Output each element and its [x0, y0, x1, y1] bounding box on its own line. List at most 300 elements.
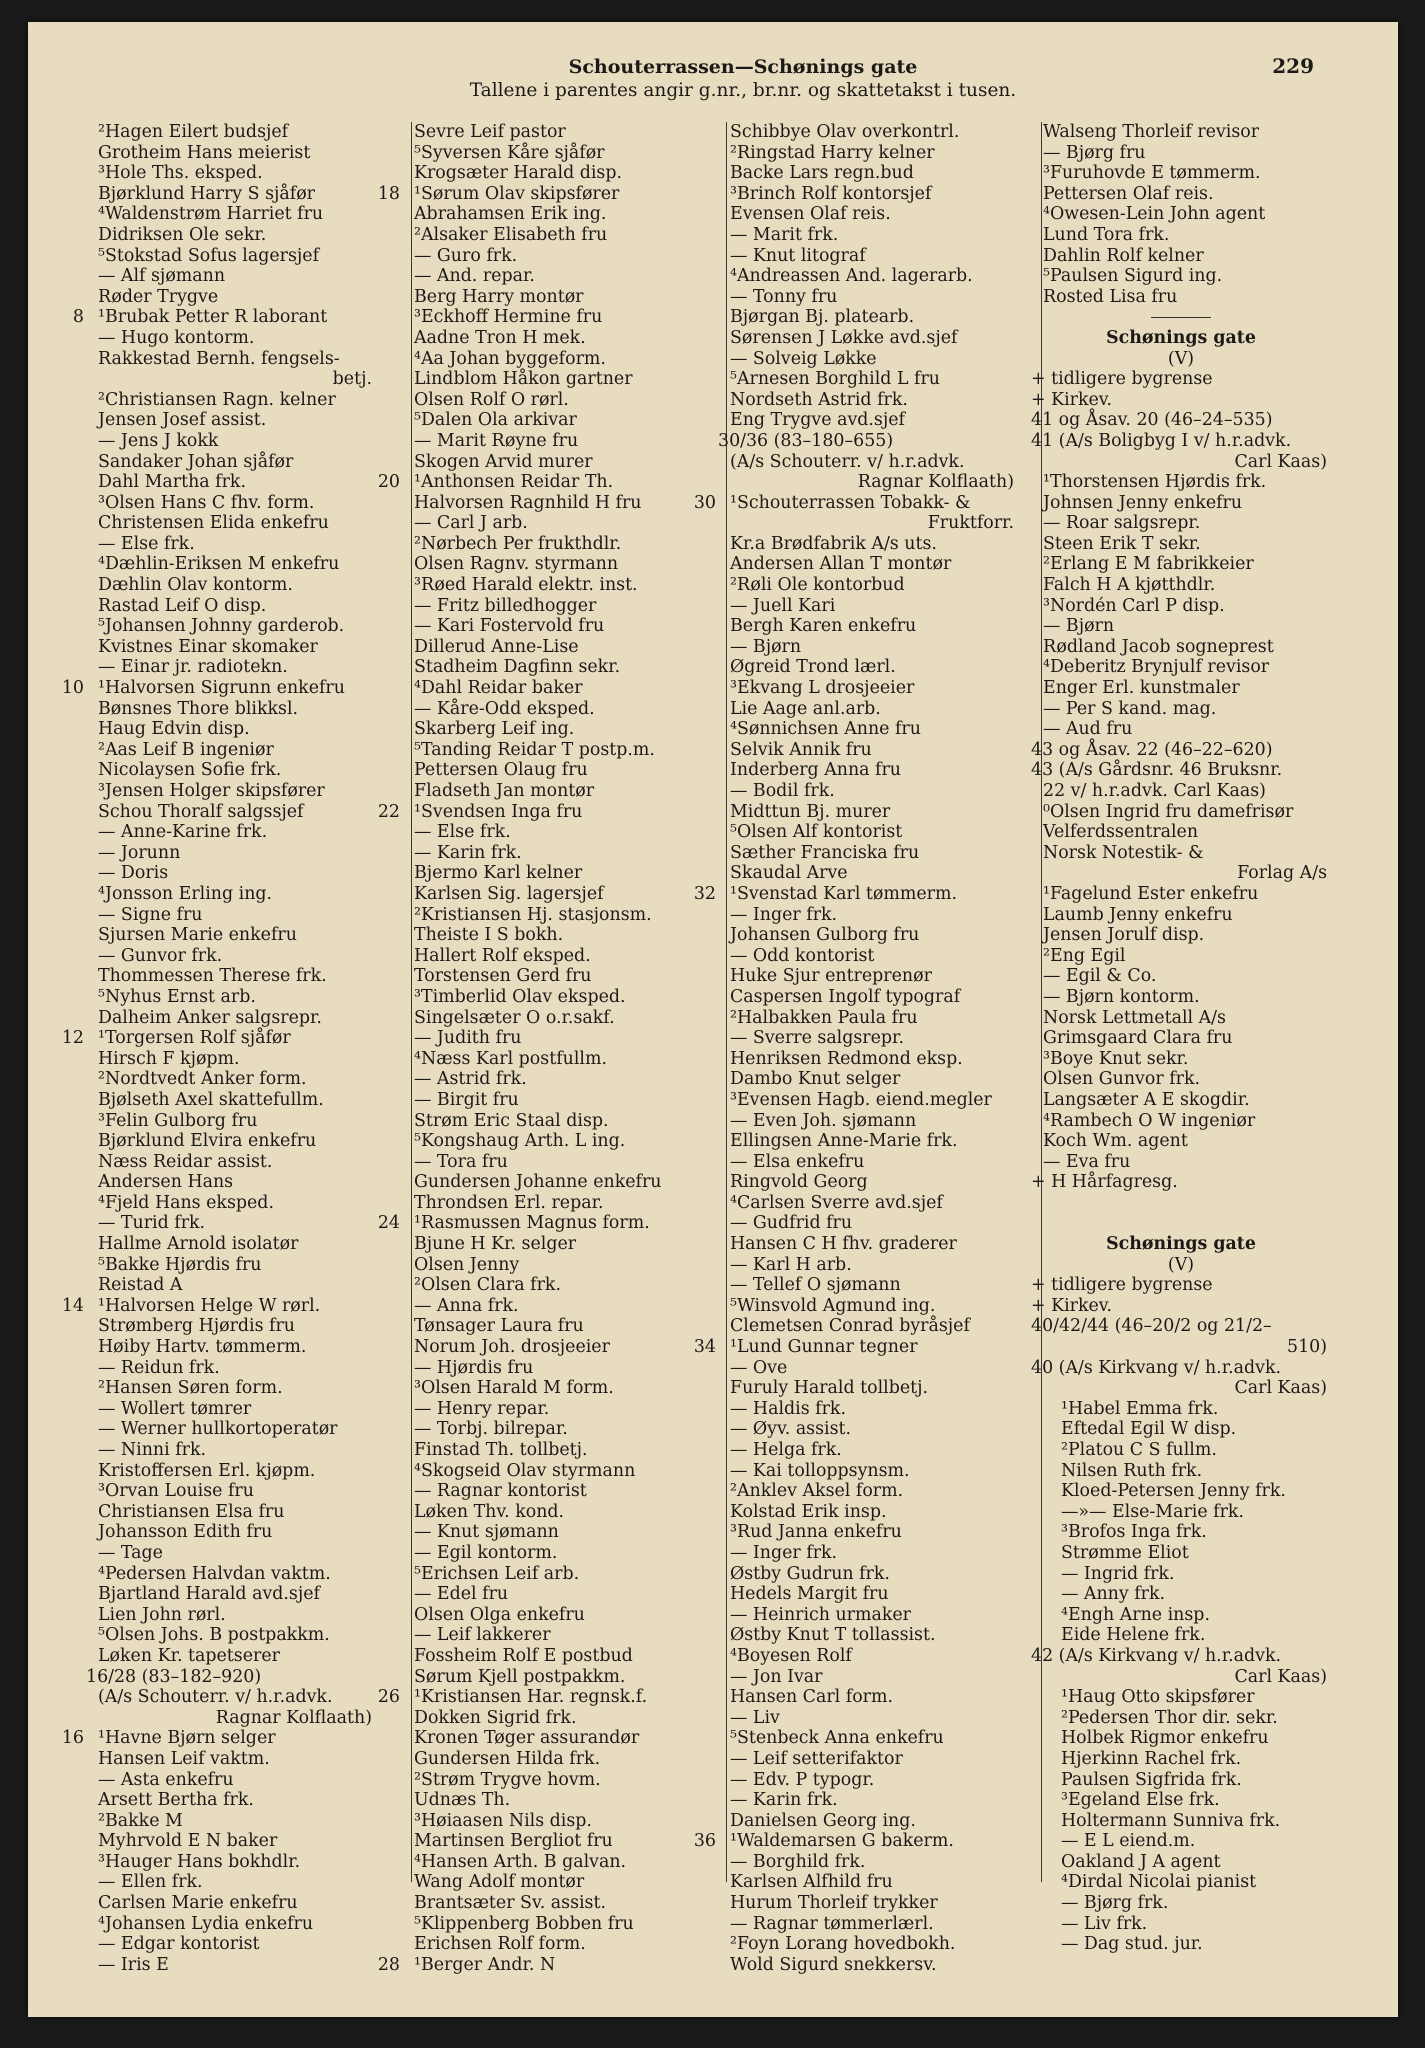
entry-text: ²Aas Leif B ingeniør — [98, 739, 274, 760]
directory-entry — [1031, 884, 1331, 905]
entry-text: — Alf sjømann — [98, 266, 226, 287]
directory-entry — [718, 781, 1018, 802]
entry-text: ²Foyn Lorang hovedbokh. — [730, 1934, 956, 1955]
entry-text: Sørum Kjell postpakkm. — [414, 1666, 626, 1687]
entry-text: — Ragnar kontorist — [414, 1481, 587, 1502]
directory-entry — [718, 1440, 1018, 1461]
entry-text: Øgreid Trond lærl. — [730, 657, 896, 678]
directory-entry — [1031, 657, 1331, 678]
entry-text: — Aud fru — [1043, 719, 1133, 740]
directory-entry — [1031, 1337, 1331, 1358]
directory-entry — [86, 1378, 376, 1399]
entry-text: — Leif lakkerer — [414, 1625, 551, 1646]
entry-text: ²Røli Ole kontorbud — [730, 575, 905, 596]
directory-entry — [402, 637, 704, 658]
directory-entry — [693, 1831, 1018, 1852]
directory-entry — [86, 1914, 376, 1935]
entry-text: ¹Torgersen Rolf sjåfør — [98, 1028, 291, 1049]
directory-entry — [1031, 1831, 1331, 1852]
directory-entry — [718, 1646, 1018, 1667]
directory-entry — [402, 493, 704, 514]
entry-text: ⁴Owesen-Lein John agent — [1043, 204, 1266, 225]
entry-text: — Helga frk. — [730, 1440, 842, 1460]
directory-entry — [1031, 575, 1331, 596]
directory-entry — [718, 1296, 1018, 1317]
directory-entry — [86, 1213, 376, 1234]
directory-entry — [1031, 1584, 1331, 1605]
entry-text: ¹Sørum Olav skipsfører — [414, 183, 620, 204]
entry-text: — Egil kontorm. — [414, 1542, 558, 1563]
entry-text: ³Brinch Rolf kontorsjef — [730, 183, 932, 204]
directory-entry — [1031, 1193, 1331, 1214]
directory-entry — [718, 1502, 1018, 1523]
entry-text: Ellingsen Anne-Marie frk. — [730, 1131, 958, 1152]
directory-entry — [1031, 225, 1331, 246]
entry-text — [1031, 1213, 1043, 1233]
entry-text: Hurum Thorleif trykker — [730, 1893, 938, 1914]
directory-entry — [718, 122, 1018, 143]
directory-entry — [1031, 349, 1331, 370]
directory-entry — [1031, 1481, 1331, 1502]
entry-text: Schibbye Olav overkontrl. — [730, 122, 960, 142]
directory-entry — [61, 1028, 376, 1049]
entry-text: ¹Svenstad Karl tømmerm. — [730, 883, 957, 904]
directory-entry — [1031, 1378, 1331, 1399]
directory-entry — [1031, 1687, 1331, 1708]
directory-entry — [718, 1625, 1018, 1646]
entry-text: Nicolaysen Sofie frk. — [98, 760, 282, 781]
entry-text: (A/s Schouterr. v/ h.r.advk. — [98, 1687, 333, 1708]
entry-text: + tidligere bygrense — [1031, 1275, 1213, 1296]
directory-page — [28, 22, 1398, 2017]
directory-entry — [1031, 410, 1331, 431]
directory-entry — [86, 1090, 376, 1111]
entry-text: — Juell Kari — [730, 595, 836, 616]
directory-entry — [402, 1667, 704, 1688]
directory-entry — [402, 1893, 704, 1914]
entry-text: ⁵Johansen Johnny garderob. — [98, 616, 345, 637]
directory-entry — [86, 1811, 376, 1832]
directory-entry — [86, 1049, 376, 1070]
entry-text: Kvistnes Einar skomaker — [98, 636, 318, 657]
directory-entry — [402, 1522, 704, 1543]
directory-entry — [1031, 1461, 1331, 1482]
entry-text: Hansen C H fhv. graderer — [730, 1234, 957, 1255]
directory-entry — [718, 1152, 1018, 1173]
directory-entry — [86, 1172, 376, 1193]
entry-text: — Fritz billedhogger — [414, 595, 597, 616]
entry-text: (V) — [1167, 1254, 1195, 1275]
entry-text: Olsen Ragnv. styrmann — [414, 554, 619, 575]
entry-text: Dalheim Anker salgsrepr. — [98, 1007, 322, 1028]
directory-entry — [718, 740, 1018, 761]
entry-text: ³Eckhoff Hermine fru — [414, 307, 603, 328]
entry-text: + Kirkev. — [1031, 1295, 1113, 1316]
entry-text: Løken Thv. kond. — [414, 1501, 565, 1522]
entry-text: ¹Svendsen Inga fru — [414, 801, 583, 822]
directory-entry — [402, 657, 704, 678]
entry-text: — Anna frk. — [414, 1295, 519, 1316]
entry-text: Dæhlin Olav kontorm. — [98, 575, 293, 596]
entry-text: Falch H A kjøtthdlr. — [1043, 575, 1216, 596]
directory-entry — [72, 307, 376, 328]
directory-entry — [718, 1852, 1018, 1873]
entry-text: Ragnar Kolflaath) — [215, 1707, 372, 1728]
directory-entry — [1031, 369, 1331, 390]
directory-entry — [1031, 596, 1331, 617]
entry-text: ²Alsaker Elisabeth fru — [414, 224, 608, 245]
entry-text: ⁴Rambech O W ingeniør — [1043, 1110, 1256, 1131]
entry-text: — Solveig Løkke — [730, 348, 877, 369]
directory-entry — [1031, 287, 1331, 308]
directory-entry — [718, 1708, 1018, 1729]
directory-entry — [718, 1955, 1018, 1976]
entry-text: ²Olsen Clara frk. — [414, 1275, 561, 1296]
entry-text: Midttun Bj. murer — [730, 801, 891, 822]
directory-entry — [402, 1111, 704, 1132]
directory-entry — [718, 1584, 1018, 1605]
entry-text: Paulsen Sigfrida frk. — [1061, 1769, 1242, 1790]
entry-text: Kr.a Brødfabrik A/s uts. — [730, 533, 937, 554]
directory-entry — [718, 328, 1018, 349]
entry-text: ³Jensen Holger skipsfører — [98, 781, 325, 801]
entry-text: — Egil & Co. — [1043, 966, 1157, 987]
entry-text: Carl Kaas) — [1234, 1666, 1327, 1687]
entry-text: — Asta enkefru — [98, 1769, 234, 1790]
directory-entry — [1031, 760, 1331, 781]
directory-entry — [718, 966, 1018, 987]
directory-entry — [1031, 1934, 1331, 1955]
entry-text: Haug Edvin disp. — [98, 719, 250, 740]
entry-text: — Astrid frk. — [414, 1069, 527, 1090]
directory-entry — [1031, 1790, 1331, 1811]
house-number: 8 — [72, 307, 84, 328]
house-number: 12 — [61, 1028, 84, 1049]
directory-entry — [402, 1255, 704, 1276]
directory-entry — [86, 802, 376, 823]
entry-text: Bjune H Kr. selger — [414, 1234, 577, 1255]
directory-entry — [718, 1811, 1018, 1832]
entry-text: Olsen Rolf O rørl. — [414, 389, 569, 410]
directory-entry — [86, 740, 376, 761]
entry-text: — Ellen frk. — [98, 1872, 203, 1893]
entry-text: — Carl J arb. — [414, 513, 528, 534]
directory-entry — [402, 946, 704, 967]
directory-entry — [402, 1625, 704, 1646]
street-heading — [1031, 1234, 1331, 1255]
entry-text: Hansen Carl form. — [730, 1687, 893, 1708]
entry-text: — Henry repar. — [414, 1398, 550, 1419]
entry-text: Sæther Franciska fru — [730, 842, 920, 863]
entry-text: ⁵Stokstad Sofus lagersjef — [98, 245, 320, 266]
entry-text: Norsk Lettmetall A/s — [1043, 1007, 1226, 1028]
entry-text: ⁴Dæhlin-Eriksen M enkefru — [98, 554, 340, 575]
directory-entry — [1031, 781, 1331, 802]
directory-entry — [1031, 843, 1331, 864]
entry-text: Schou Thoralf salgssjef — [98, 801, 304, 822]
directory-entry — [718, 637, 1018, 658]
entry-text: Carl Kaas) — [1234, 1378, 1327, 1399]
directory-entry — [1031, 699, 1331, 720]
directory-entry — [1031, 1008, 1331, 1029]
directory-entry — [402, 596, 704, 617]
entry-text: Nordseth Astrid frk. — [730, 389, 908, 410]
entry-text: Danielsen Georg ing. — [730, 1810, 916, 1831]
entry-text: — Heinrich urmaker — [730, 1604, 911, 1625]
directory-entry — [86, 1831, 376, 1852]
house-number: 30 — [693, 492, 716, 513]
directory-entry — [402, 225, 704, 246]
entry-text: ¹Brubak Petter R laborant — [98, 307, 328, 328]
entry-text: — Borghild frk. — [730, 1851, 866, 1872]
directory-entry — [1031, 1502, 1331, 1523]
directory-entry — [86, 946, 376, 967]
directory-entry — [718, 513, 1018, 534]
directory-entry — [86, 1008, 376, 1029]
directory-entry — [1031, 1172, 1331, 1193]
directory-entry — [718, 1358, 1018, 1379]
entry-text: Skogen Arvid murer — [414, 451, 593, 472]
directory-entry — [718, 1275, 1018, 1296]
directory-entry — [718, 843, 1018, 864]
entry-text: — Even Joh. sjømann — [730, 1110, 917, 1131]
directory-entry — [86, 122, 376, 143]
house-number: 18 — [377, 183, 400, 204]
directory-entry — [1031, 184, 1331, 205]
directory-entry — [718, 143, 1018, 164]
directory-entry — [718, 1069, 1018, 1090]
entry-text: — Karin frk. — [730, 1790, 838, 1811]
entry-text: ¹Rasmussen Magnus form. — [414, 1213, 650, 1234]
directory-entry — [86, 472, 376, 493]
directory-entry — [1031, 719, 1331, 740]
entry-text: Carlsen Marie enkefru — [98, 1893, 298, 1914]
entry-text: Skaudal Arve — [730, 863, 848, 884]
entry-text: Sandaker Johan sjåfør — [98, 451, 294, 472]
directory-entry — [377, 801, 704, 823]
entry-text: Stadheim Dagfinn sekr. — [414, 657, 621, 678]
entry-text: Sevre Leif pastor — [414, 122, 566, 142]
entry-text: — Liv frk. — [1061, 1913, 1148, 1934]
entry-text: Bjølseth Axel skattefullm. — [98, 1089, 324, 1110]
entry-text: Olsen Gunvor frk. — [1043, 1069, 1201, 1090]
entry-text: ¹Halvorsen Sigrunn enkefru — [98, 678, 345, 699]
entry-text: Berg Harry montør — [414, 286, 584, 307]
entry-text: Hedels Margit fru — [730, 1584, 889, 1605]
directory-entry — [718, 390, 1018, 411]
directory-entry — [402, 678, 704, 699]
directory-entry — [718, 987, 1018, 1008]
entry-text: 42 (A/s Kirkvang v/ h.r.advk. — [1031, 1645, 1282, 1666]
directory-entry — [86, 575, 376, 596]
entry-text: ³Rud Janna enkefru — [730, 1522, 902, 1543]
entry-text: ²Ringstad Harry kelner — [730, 142, 935, 163]
house-number: 10 — [61, 678, 84, 699]
directory-entry — [402, 452, 704, 473]
directory-entry — [1031, 1811, 1331, 1832]
directory-entry — [402, 1605, 704, 1626]
entry-text: Andersen Hans — [98, 1172, 234, 1193]
directory-entry — [402, 1028, 704, 1049]
entry-text: — Bjørn — [730, 636, 802, 657]
entry-text: Furuly Harald tollbetj. — [730, 1378, 929, 1399]
directory-entry — [86, 163, 376, 184]
directory-entry — [1031, 554, 1331, 575]
entry-text: ⁴Engh Arne insp. — [1061, 1604, 1210, 1625]
directory-entry — [718, 802, 1018, 823]
entry-text: — Doris — [98, 863, 169, 884]
directory-entry — [402, 1049, 704, 1070]
directory-entry — [718, 1790, 1018, 1811]
entry-text: Sjursen Marie enkefru — [98, 925, 297, 946]
directory-entry — [1031, 1255, 1331, 1276]
entry-text: —»— Else-Marie frk. — [1061, 1501, 1244, 1522]
directory-entry — [718, 1522, 1018, 1543]
directory-entry — [402, 1399, 704, 1420]
directory-entry — [402, 1543, 704, 1564]
entry-text: Didriksen Ole sekr. — [98, 224, 267, 245]
directory-entry — [402, 966, 704, 987]
directory-entry — [402, 1296, 704, 1317]
page-header — [28, 56, 1398, 101]
entry-text: — Turid frk. — [98, 1213, 206, 1234]
entry-text: Backe Lars regn.bud — [730, 163, 914, 184]
directory-entry — [86, 410, 376, 431]
directory-entry — [718, 1316, 1018, 1337]
entry-text: Koch Wm. agent — [1043, 1131, 1188, 1152]
directory-entry — [402, 1316, 704, 1337]
directory-entry — [86, 369, 376, 390]
entry-text: — Tora fru — [414, 1151, 508, 1172]
directory-entry — [402, 1914, 704, 1935]
entry-text: Bjørklund Harry S sjåfør — [98, 183, 315, 204]
directory-entry — [402, 781, 704, 802]
directory-entry — [402, 1934, 704, 1955]
entry-text: Strømme Eliot — [1061, 1542, 1189, 1563]
entry-text: ⁴Fjeld Hans eksped. — [98, 1192, 274, 1213]
entry-text: — Kåre-Odd eksped. — [414, 698, 595, 719]
entry-text: Hirsch F kjøpm. — [98, 1048, 240, 1069]
directory-entry — [1031, 1316, 1331, 1337]
entry-text: Rødland Jacob sogneprest — [1043, 636, 1274, 657]
entry-text: ⁵Paulsen Sigurd ing. — [1043, 266, 1223, 287]
entry-text: + Kirkev. — [1031, 389, 1113, 410]
directory-entry — [1031, 1564, 1331, 1585]
directory-entry — [377, 1954, 704, 1976]
entry-text: ¹Habel Emma frk. — [1061, 1398, 1219, 1419]
directory-entry — [402, 1358, 704, 1379]
entry-text: ¹Waldemarsen G bakerm. — [730, 1831, 954, 1852]
entry-text: 41 og Åsav. 20 (46–24–535) — [1031, 410, 1273, 431]
entry-text: ⁰Olsen Ingrid fru damefrisør — [1043, 801, 1294, 822]
directory-entry — [718, 246, 1018, 267]
directory-entry — [402, 1193, 704, 1214]
entry-text: Wang Adolf montør — [414, 1872, 585, 1893]
directory-entry — [1031, 925, 1331, 946]
entry-text: — Marit frk. — [730, 224, 839, 245]
entry-text: 22 v/ h.r.advk. Carl Kaas) — [1043, 781, 1266, 801]
entry-text: ⁵Dalen Ola arkivar — [414, 410, 577, 431]
entry-text: Evensen Olaf reis. — [730, 204, 891, 225]
directory-entry — [86, 1749, 376, 1770]
directory-entry — [402, 1770, 704, 1791]
entry-text: ²Hagen Eilert budsjef — [98, 122, 289, 142]
entry-text: Eide Helene frk. — [1061, 1625, 1206, 1646]
directory-entry — [402, 328, 704, 349]
entry-text: 16/28 (83–182–920) — [86, 1666, 262, 1687]
entry-text: (V) — [1167, 348, 1195, 369]
entry-text: ⁵Arnesen Borghild L fru — [730, 369, 940, 390]
directory-entry — [718, 307, 1018, 328]
entry-text: — Gunvor frk. — [98, 945, 223, 966]
entry-text: Norsk Notestik- & — [1043, 842, 1204, 863]
entry-text: ⁵Bakke Hjørdis fru — [98, 1254, 262, 1275]
directory-entry — [718, 1111, 1018, 1132]
directory-entry — [86, 987, 376, 1008]
directory-entry — [86, 616, 376, 637]
directory-entry — [1031, 534, 1331, 555]
directory-entry — [693, 1337, 1018, 1358]
entry-text: ³Olsen Hans C fhv. form. — [98, 492, 315, 513]
directory-entry — [86, 1131, 376, 1152]
entry-text: ⁵Tanding Reidar T postp.m. — [414, 739, 655, 760]
directory-entry — [402, 307, 704, 328]
house-number: 24 — [377, 1213, 400, 1234]
entry-text: Lie Aage anl.arb. — [730, 698, 881, 719]
entry-text: 40/42/44 (46–20/2 og 21/2– — [1031, 1316, 1272, 1337]
entry-text: ¹Kristiansen Har. regnsk.f. — [414, 1687, 648, 1708]
entry-text: ²Kristiansen Hj. stasjonsm. — [414, 904, 652, 925]
directory-entry — [402, 884, 704, 905]
entry-text: ³Furuhovde E tømmerm. — [1043, 163, 1261, 184]
entry-text: Gundersen Hilda frk. — [414, 1748, 601, 1769]
entry-text: Rastad Leif O disp. — [98, 595, 267, 616]
directory-entry — [1031, 431, 1331, 452]
directory-entry — [86, 1955, 376, 1976]
entry-text: — Inger frk. — [730, 904, 838, 925]
directory-entry — [86, 863, 376, 884]
directory-entry — [402, 1564, 704, 1585]
entry-text: Carl Kaas) — [1234, 451, 1327, 472]
directory-entry — [1031, 1605, 1331, 1626]
directory-entry — [402, 390, 704, 411]
directory-entry — [718, 1131, 1018, 1152]
entry-text: ³Høiaasen Nils disp. — [414, 1810, 592, 1831]
entry-text: Schønings gate — [1106, 327, 1256, 348]
directory-entry — [1031, 1708, 1331, 1729]
entry-text: ⁵Olsen Alf kontorist — [730, 822, 903, 843]
entry-text: Andersen Allan T montør — [730, 554, 952, 575]
directory-entry — [718, 225, 1018, 246]
house-number: 22 — [377, 801, 400, 822]
entry-text: — Reidun frk. — [98, 1357, 220, 1378]
entry-text: ⁴Dahl Reidar baker — [414, 678, 583, 699]
entry-text: Bønsnes Thore blikksl. — [98, 698, 299, 719]
directory-entry — [718, 266, 1018, 287]
entry-text: Eftedal Egil W disp. — [1061, 1419, 1237, 1440]
directory-entry — [402, 905, 704, 926]
directory-entry — [1031, 637, 1331, 658]
entry-text: Forlag A/s — [1237, 863, 1327, 884]
entry-text: ²Bakke M — [98, 1810, 183, 1831]
entry-text: — Gudfrid fru — [730, 1213, 853, 1234]
directory-entry — [718, 452, 1018, 473]
entry-text: Lindblom Håkon gartner — [414, 369, 633, 390]
directory-entry — [1031, 946, 1331, 967]
directory-entry — [718, 616, 1018, 637]
directory-entry — [402, 987, 704, 1008]
page-number: 229 — [1272, 54, 1314, 78]
